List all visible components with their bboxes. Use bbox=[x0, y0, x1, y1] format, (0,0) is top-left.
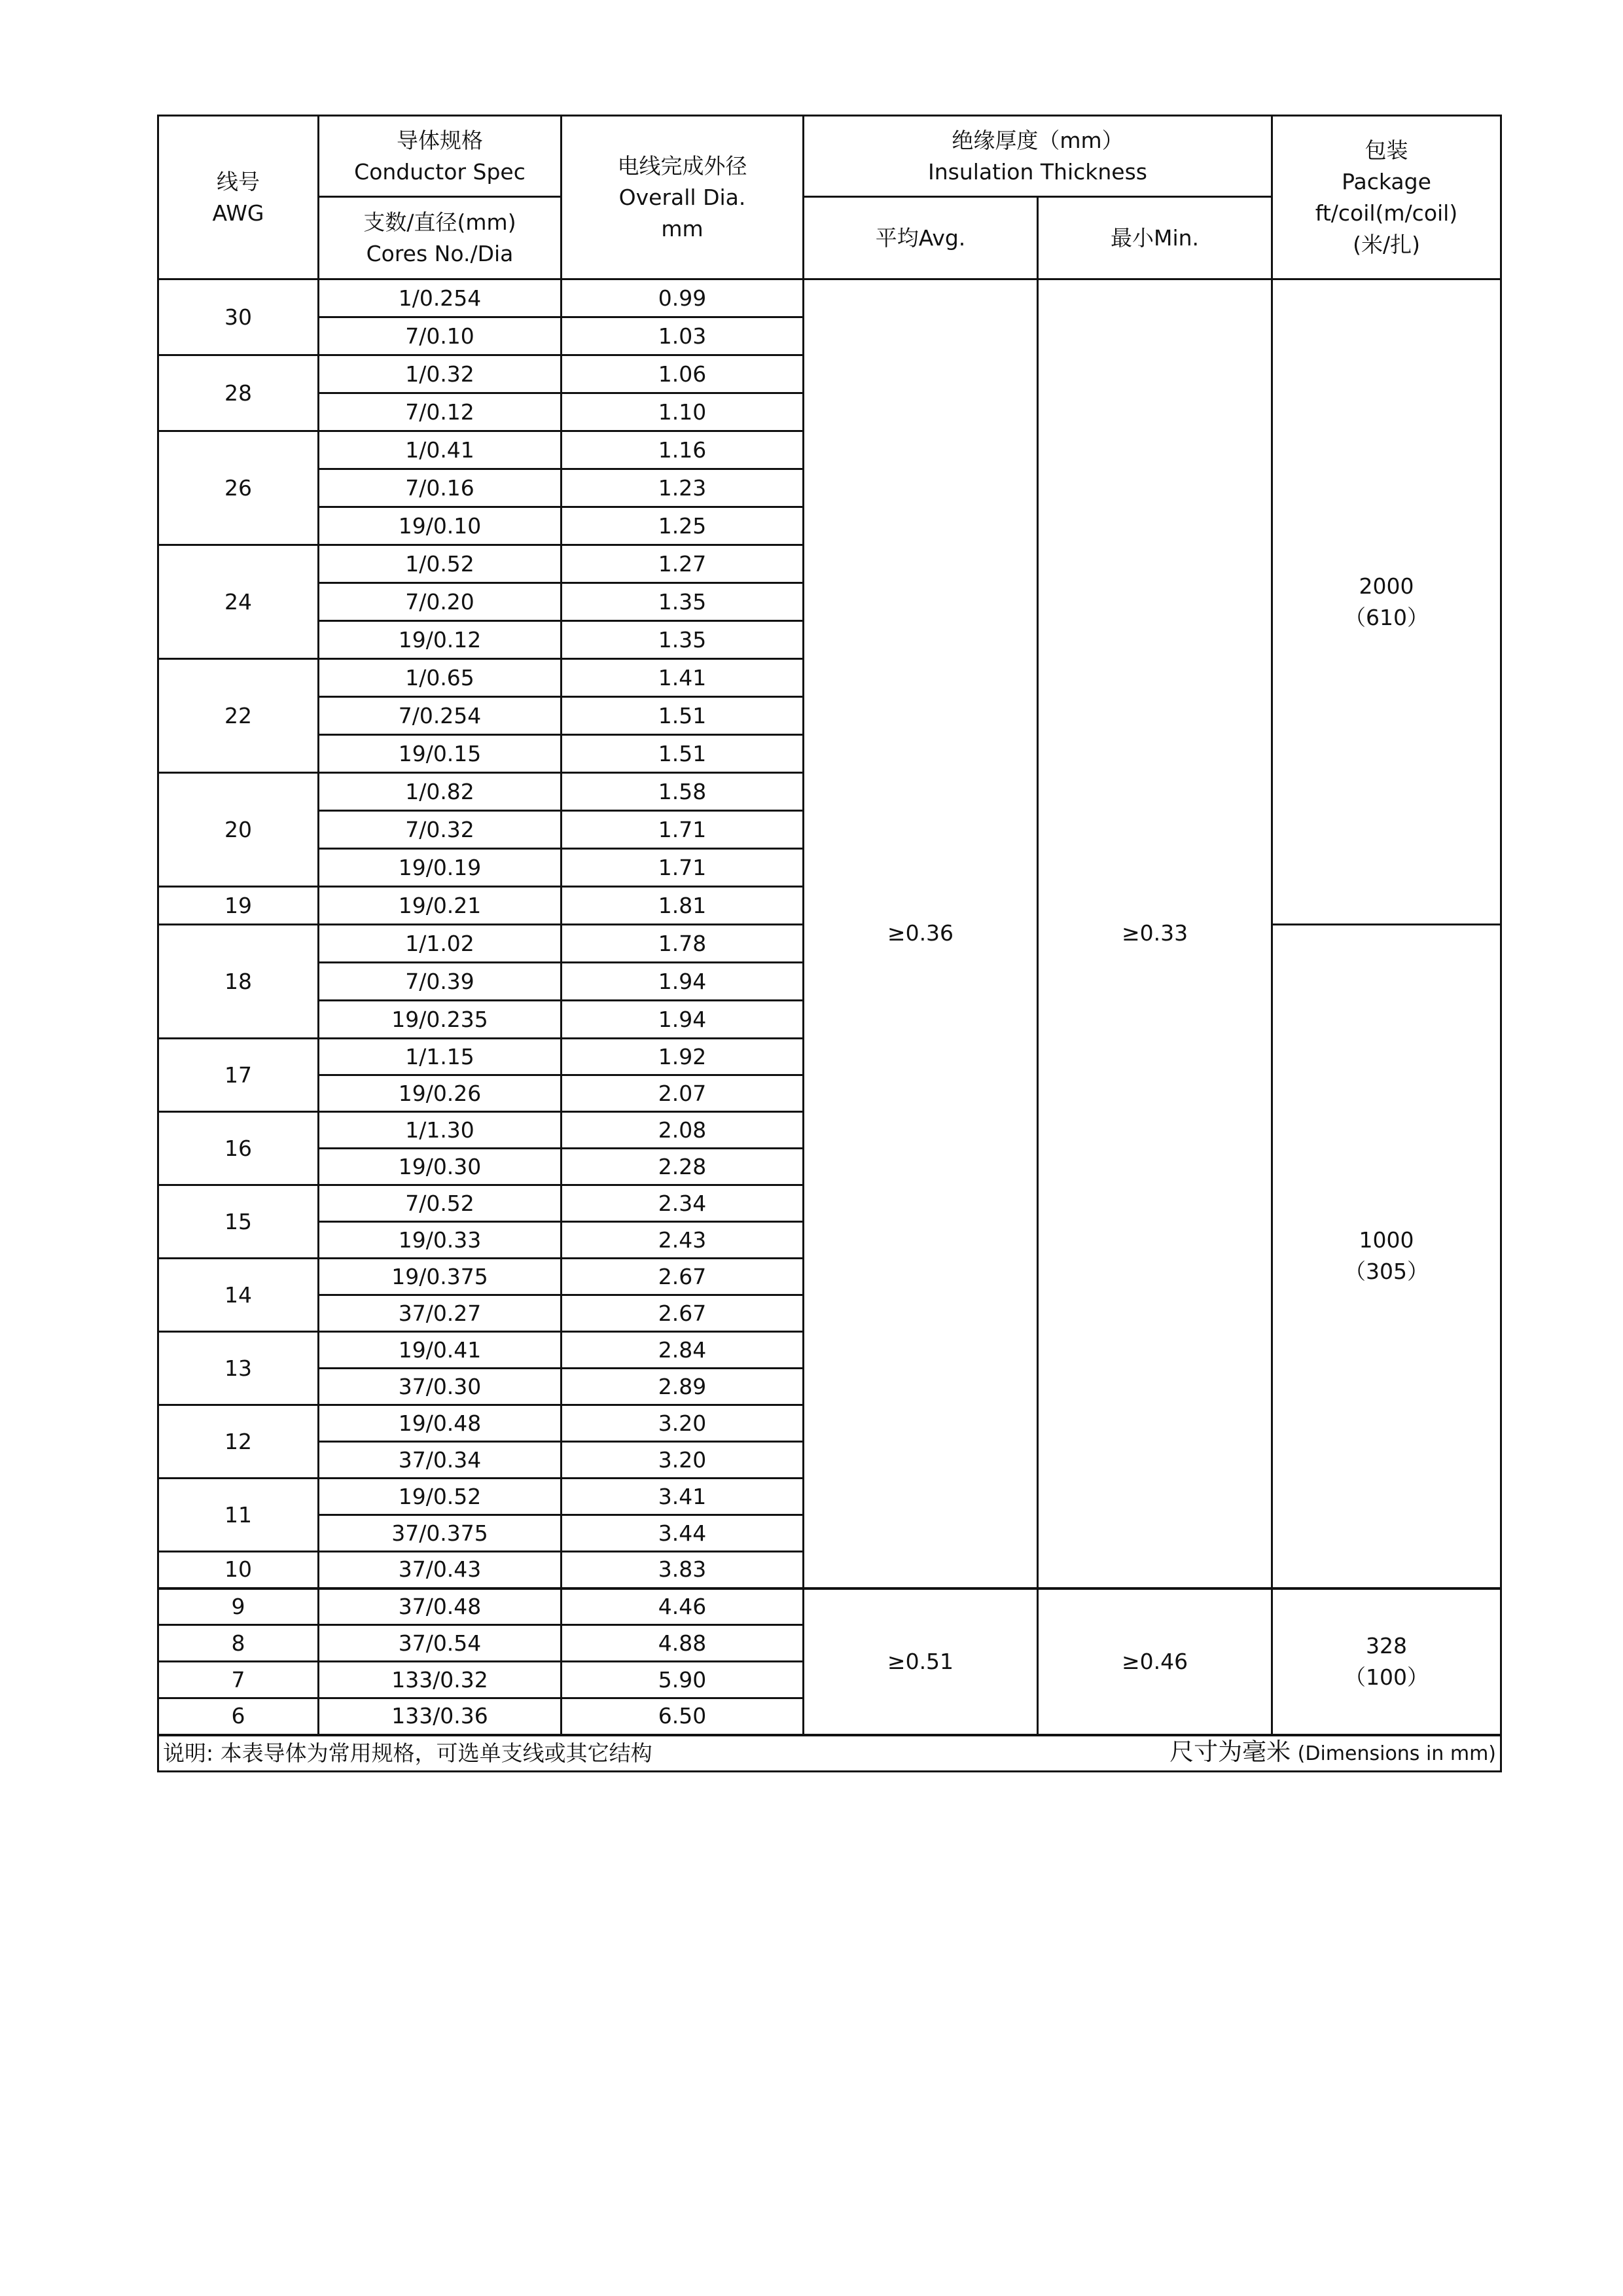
cores-cell: 7/0.39 bbox=[319, 963, 562, 1001]
header-cores bbox=[319, 197, 562, 279]
table-row bbox=[158, 1588, 1501, 1625]
cores-cell: 19/0.12 bbox=[319, 621, 562, 659]
dia-cell: 2.08 bbox=[562, 1112, 804, 1149]
cores-cell: 37/0.27 bbox=[319, 1295, 562, 1332]
dia-cell: 6.50 bbox=[562, 1698, 804, 1735]
dia-cell: 1.16 bbox=[562, 431, 804, 469]
cores-cell: 7/0.10 bbox=[319, 317, 562, 355]
header-package-unit-cn: (米/扎) bbox=[1353, 231, 1420, 257]
dia-cell: 2.28 bbox=[562, 1149, 804, 1185]
spec-sheet bbox=[157, 115, 1500, 1772]
package-m: （305） bbox=[1344, 1259, 1429, 1285]
awg-cell: 30 bbox=[158, 279, 319, 355]
awg-cell: 18 bbox=[158, 925, 319, 1039]
cores-cell: 1/1.02 bbox=[319, 925, 562, 963]
footer-note: 说明: 本表导体为常用规格，可选单支线或其它结构 bbox=[163, 1740, 652, 1766]
cores-cell: 19/0.10 bbox=[319, 507, 562, 545]
insulation-min-cell: ≥0.33 bbox=[1038, 279, 1272, 1588]
header-overall-en: Overall Dia. bbox=[618, 184, 746, 210]
cores-cell: 19/0.48 bbox=[319, 1405, 562, 1442]
header-awg-cn: 线号 bbox=[217, 168, 260, 194]
header-overall-dia bbox=[562, 116, 804, 279]
dia-cell: 1.71 bbox=[562, 811, 804, 849]
dia-cell: 1.03 bbox=[562, 317, 804, 355]
header-cores-cn: 支数/直径(mm) bbox=[363, 209, 516, 235]
dia-cell: 1.58 bbox=[562, 773, 804, 811]
package-ft: 2000 bbox=[1359, 573, 1414, 599]
cores-cell: 19/0.375 bbox=[319, 1259, 562, 1295]
header-conductor-cn: 导体规格 bbox=[397, 127, 483, 153]
dia-cell: 3.20 bbox=[562, 1405, 804, 1442]
cores-cell: 19/0.33 bbox=[319, 1222, 562, 1259]
dia-cell: 4.88 bbox=[562, 1625, 804, 1662]
dia-cell: 0.99 bbox=[562, 279, 804, 317]
dia-cell: 5.90 bbox=[562, 1662, 804, 1698]
awg-spec-table bbox=[157, 115, 1502, 1772]
dia-cell: 1.94 bbox=[562, 963, 804, 1001]
dia-cell: 4.46 bbox=[562, 1588, 804, 1625]
package-m: （100） bbox=[1344, 1664, 1429, 1690]
cores-cell: 19/0.30 bbox=[319, 1149, 562, 1185]
cores-cell: 19/0.41 bbox=[319, 1332, 562, 1369]
header-insulation-cn: 绝缘厚度（mm） bbox=[952, 127, 1124, 153]
header-insulation bbox=[804, 116, 1272, 197]
awg-cell: 7 bbox=[158, 1662, 319, 1698]
cores-cell: 1/1.15 bbox=[319, 1039, 562, 1075]
dia-cell: 2.67 bbox=[562, 1295, 804, 1332]
cores-cell: 19/0.15 bbox=[319, 735, 562, 773]
dia-cell: 1.92 bbox=[562, 1039, 804, 1075]
dia-cell: 1.81 bbox=[562, 887, 804, 925]
dia-cell: 3.41 bbox=[562, 1479, 804, 1515]
header-package bbox=[1272, 116, 1501, 279]
insulation-avg-cell: ≥0.51 bbox=[804, 1588, 1038, 1735]
awg-cell: 10 bbox=[158, 1552, 319, 1588]
insulation-avg-cell: ≥0.36 bbox=[804, 279, 1038, 1588]
dia-cell: 1.35 bbox=[562, 583, 804, 621]
dia-cell: 1.51 bbox=[562, 735, 804, 773]
awg-cell: 13 bbox=[158, 1332, 319, 1405]
cores-cell: 19/0.52 bbox=[319, 1479, 562, 1515]
cores-cell: 7/0.12 bbox=[319, 393, 562, 431]
dia-cell: 1.94 bbox=[562, 1001, 804, 1039]
cores-cell: 133/0.32 bbox=[319, 1662, 562, 1698]
cores-cell: 37/0.43 bbox=[319, 1552, 562, 1588]
cores-cell: 19/0.26 bbox=[319, 1075, 562, 1112]
cores-cell: 37/0.375 bbox=[319, 1515, 562, 1552]
header-insulation-en: Insulation Thickness bbox=[928, 158, 1147, 185]
cores-cell: 7/0.16 bbox=[319, 469, 562, 507]
package-cell bbox=[1272, 279, 1501, 925]
dia-cell: 1.23 bbox=[562, 469, 804, 507]
header-cores-en: Cores No./Dia bbox=[366, 240, 514, 266]
cores-cell: 1/0.254 bbox=[319, 279, 562, 317]
awg-cell: 26 bbox=[158, 431, 319, 545]
footer-cell bbox=[158, 1735, 1501, 1772]
package-cell bbox=[1272, 1588, 1501, 1735]
awg-cell: 9 bbox=[158, 1588, 319, 1625]
dia-cell: 3.20 bbox=[562, 1442, 804, 1479]
cores-cell: 37/0.54 bbox=[319, 1625, 562, 1662]
cores-cell: 1/0.52 bbox=[319, 545, 562, 583]
awg-cell: 16 bbox=[158, 1112, 319, 1185]
cores-cell: 7/0.254 bbox=[319, 697, 562, 735]
dia-cell: 2.34 bbox=[562, 1185, 804, 1222]
dia-cell: 1.71 bbox=[562, 849, 804, 887]
header-conductor-en: Conductor Spec bbox=[354, 158, 526, 185]
package-m: （610） bbox=[1344, 604, 1429, 630]
awg-cell: 28 bbox=[158, 355, 319, 431]
header-package-cn: 包装 bbox=[1364, 137, 1408, 163]
cores-cell: 7/0.32 bbox=[319, 811, 562, 849]
awg-cell: 22 bbox=[158, 659, 319, 773]
awg-cell: 17 bbox=[158, 1039, 319, 1112]
table-row bbox=[158, 279, 1501, 317]
cores-cell: 37/0.30 bbox=[319, 1369, 562, 1405]
header-row-1 bbox=[158, 116, 1501, 197]
header-avg: 平均Avg. bbox=[804, 197, 1038, 279]
dia-cell: 2.89 bbox=[562, 1369, 804, 1405]
cores-cell: 1/0.65 bbox=[319, 659, 562, 697]
dia-cell: 1.51 bbox=[562, 697, 804, 735]
dia-cell: 1.27 bbox=[562, 545, 804, 583]
dia-cell: 2.84 bbox=[562, 1332, 804, 1369]
awg-cell: 14 bbox=[158, 1259, 319, 1332]
awg-cell: 11 bbox=[158, 1479, 319, 1552]
dia-cell: 1.78 bbox=[562, 925, 804, 963]
footer-dimensions bbox=[1169, 1736, 1496, 1770]
header-awg-en: AWG bbox=[212, 200, 264, 226]
header-overall-unit: mm bbox=[661, 215, 704, 242]
header-awg bbox=[158, 116, 319, 279]
cores-cell: 19/0.19 bbox=[319, 849, 562, 887]
header-package-unit: ft/coil(m/coil) bbox=[1315, 200, 1458, 226]
header-min: 最小Min. bbox=[1038, 197, 1272, 279]
awg-cell: 19 bbox=[158, 887, 319, 925]
awg-cell: 24 bbox=[158, 545, 319, 659]
footer-dims-en: (Dimensions in mm) bbox=[1297, 1742, 1497, 1765]
dia-cell: 1.35 bbox=[562, 621, 804, 659]
cores-cell: 37/0.48 bbox=[319, 1588, 562, 1625]
dia-cell: 3.83 bbox=[562, 1552, 804, 1588]
cores-cell: 1/0.82 bbox=[319, 773, 562, 811]
header-overall-cn: 电线完成外径 bbox=[617, 152, 747, 179]
header-conductor bbox=[319, 116, 562, 197]
cores-cell: 7/0.20 bbox=[319, 583, 562, 621]
dia-cell: 2.43 bbox=[562, 1222, 804, 1259]
awg-cell: 12 bbox=[158, 1405, 319, 1479]
awg-cell: 8 bbox=[158, 1625, 319, 1662]
package-ft: 1000 bbox=[1359, 1227, 1414, 1253]
footer-row bbox=[158, 1735, 1501, 1772]
header-package-en: Package bbox=[1342, 168, 1431, 194]
awg-cell: 6 bbox=[158, 1698, 319, 1735]
dia-cell: 1.41 bbox=[562, 659, 804, 697]
footer-dims-cn: 尺寸为毫米 bbox=[1169, 1738, 1291, 1766]
cores-cell: 1/1.30 bbox=[319, 1112, 562, 1149]
package-cell bbox=[1272, 925, 1501, 1588]
dia-cell: 2.07 bbox=[562, 1075, 804, 1112]
awg-cell: 15 bbox=[158, 1185, 319, 1259]
dia-cell: 1.10 bbox=[562, 393, 804, 431]
cores-cell: 37/0.34 bbox=[319, 1442, 562, 1479]
package-ft: 328 bbox=[1366, 1632, 1408, 1659]
awg-cell: 20 bbox=[158, 773, 319, 887]
insulation-min-cell: ≥0.46 bbox=[1038, 1588, 1272, 1735]
cores-cell: 133/0.36 bbox=[319, 1698, 562, 1735]
dia-cell: 2.67 bbox=[562, 1259, 804, 1295]
dia-cell: 1.06 bbox=[562, 355, 804, 393]
cores-cell: 7/0.52 bbox=[319, 1185, 562, 1222]
cores-cell: 19/0.21 bbox=[319, 887, 562, 925]
cores-cell: 19/0.235 bbox=[319, 1001, 562, 1039]
dia-cell: 3.44 bbox=[562, 1515, 804, 1552]
cores-cell: 1/0.41 bbox=[319, 431, 562, 469]
cores-cell: 1/0.32 bbox=[319, 355, 562, 393]
dia-cell: 1.25 bbox=[562, 507, 804, 545]
